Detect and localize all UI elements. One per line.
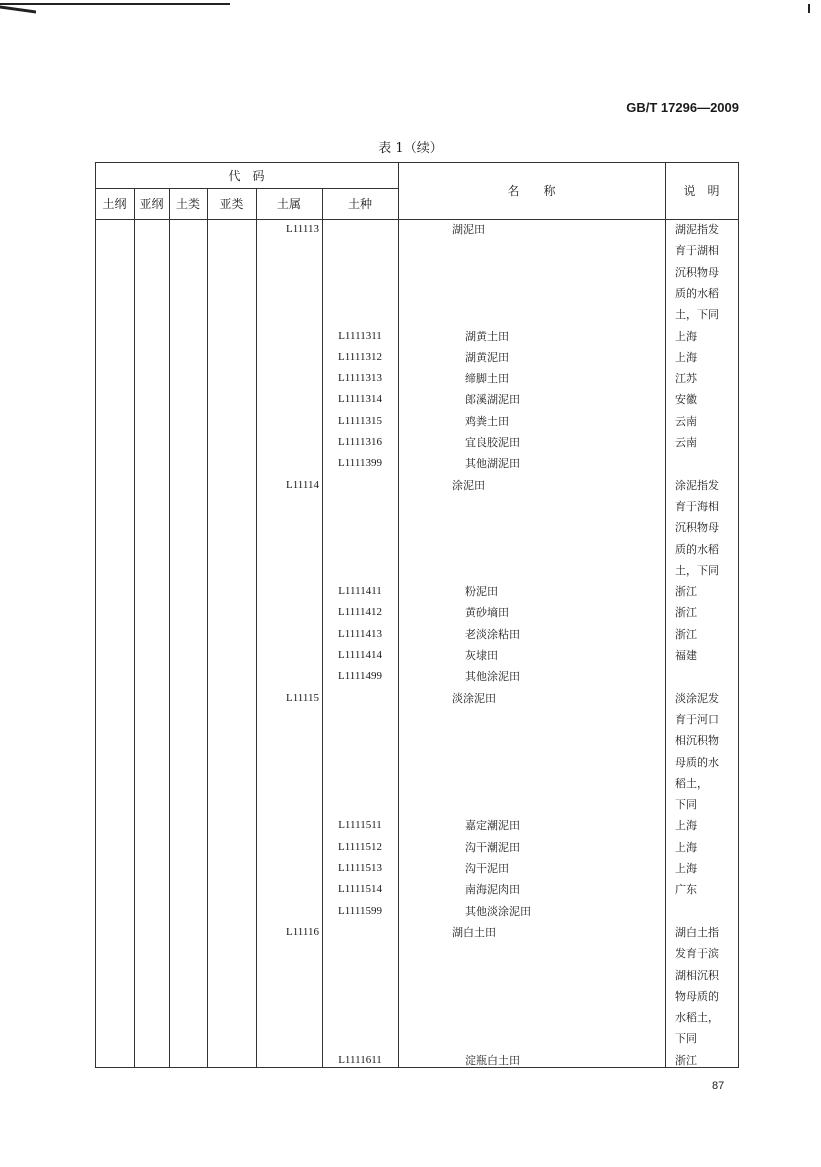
cell-note: 育于海相	[675, 499, 719, 513]
page-number: 87	[712, 1080, 725, 1092]
cell-note: 上海	[675, 862, 697, 875]
table-row	[95, 709, 739, 730]
cell-note: 上海	[675, 350, 697, 364]
cell-note: 上海	[675, 819, 697, 833]
cell-note: 上海	[675, 329, 697, 343]
table-row	[95, 858, 739, 879]
cell-note: 沉积物母	[675, 521, 719, 535]
header-genus: 土属	[276, 197, 301, 211]
cell-species-code: L1111412	[338, 606, 382, 619]
table-row	[95, 1050, 739, 1071]
cell-name: 宜良胶泥田	[465, 436, 520, 449]
table-row	[95, 645, 739, 666]
header-species: 土种	[347, 197, 372, 211]
header-suborder: 亚纲	[139, 197, 164, 211]
table-row	[95, 304, 739, 325]
cell-name: 其他涂泥田	[465, 670, 520, 684]
header-group: 土类	[175, 197, 200, 211]
cell-genus-code: L11114	[286, 478, 319, 491]
cell-note: 安徽	[675, 393, 697, 407]
cell-species-code: L1111312	[338, 350, 382, 363]
cell-species-code: L1111316	[338, 436, 382, 448]
cell-species-code: L1111313	[338, 372, 382, 385]
table-row	[95, 432, 739, 453]
cell-note: 水稻土，	[675, 1011, 719, 1025]
cell-species-code: L1111411	[338, 585, 382, 598]
cell-note: 相沉积物	[675, 734, 719, 748]
cell-species-code: L1111315	[338, 414, 382, 427]
cell-note: 质的水稻	[675, 286, 719, 300]
cell-note: 上海	[675, 840, 697, 854]
table-row	[95, 581, 739, 602]
table-row	[95, 922, 739, 943]
cell-note: 广东	[675, 883, 697, 897]
cell-note: 云南	[675, 436, 697, 449]
cell-note: 湖泥指发	[675, 223, 719, 236]
table-row	[95, 752, 739, 773]
cell-name: 郎溪湖泥田	[465, 393, 520, 407]
cell-genus-code: L11115	[286, 691, 319, 704]
code-subheader-line	[95, 188, 399, 189]
table-row	[95, 368, 739, 389]
cell-species-code: L1111413	[338, 627, 382, 640]
cell-species-code: L1111414	[338, 649, 382, 661]
cell-note: 浙江	[675, 606, 697, 620]
table-row	[95, 475, 739, 496]
cell-note: 发育于滨	[675, 947, 719, 961]
scan-mark-top	[0, 3, 230, 5]
cell-species-code: L1111311	[338, 329, 382, 342]
header-name: 名 称	[507, 184, 556, 198]
cell-note: 涂泥指发	[675, 478, 719, 492]
table-caption: 表 1（续）	[378, 141, 443, 156]
cell-name: 其他淡涂泥田	[465, 904, 531, 918]
cell-species-code: L1111314	[338, 393, 382, 406]
table-row	[95, 837, 739, 858]
cell-note: 土，下同	[675, 308, 719, 322]
table-body	[95, 219, 739, 1068]
cell-name: 缔脚土田	[465, 372, 509, 386]
table-row	[95, 219, 739, 240]
cell-name: 粉泥田	[465, 585, 498, 599]
cell-note: 下同	[675, 798, 697, 812]
cell-note: 浙江	[675, 627, 697, 641]
cell-species-code: L1111599	[338, 904, 382, 917]
soil-classification-table	[95, 162, 739, 1068]
cell-name: 灰埭田	[465, 649, 498, 662]
table-row	[95, 1007, 739, 1028]
header-note: 说 明	[683, 184, 720, 198]
cell-name: 湖白土田	[452, 925, 496, 939]
cell-note: 沉积物母	[675, 265, 719, 279]
cell-name: 嘉定潮泥田	[465, 819, 520, 833]
table-row	[95, 560, 739, 581]
header-order: 土纲	[102, 197, 127, 211]
cell-note: 浙江	[675, 585, 697, 599]
cell-name: 涂泥田	[452, 478, 485, 492]
standard-number: GB/T 17296—2009	[626, 100, 739, 115]
cell-name: 湖黄泥田	[465, 350, 509, 364]
cell-genus-code: L11116	[286, 925, 319, 938]
header-subgroup: 亚类	[219, 197, 244, 211]
cell-name: 鸡粪土田	[465, 414, 509, 428]
scan-mark-corner	[0, 5, 36, 13]
table-row	[95, 496, 739, 517]
cell-species-code: L1111499	[338, 670, 382, 683]
cell-note: 云南	[675, 414, 697, 428]
cell-name: 淀瓶白土田	[465, 1053, 520, 1067]
table-row	[95, 517, 739, 538]
cell-note: 下同	[675, 1032, 697, 1046]
cell-note: 土，下同	[675, 563, 719, 577]
table-row	[95, 539, 739, 560]
cell-note: 湖白土指	[675, 925, 719, 939]
cell-species-code: L1111513	[338, 862, 382, 874]
cell-note: 稻土，	[675, 776, 708, 790]
cell-note: 育于湖相	[675, 244, 719, 258]
table-row	[95, 389, 739, 410]
cell-note: 质的水稻	[675, 542, 719, 556]
cell-name: 湖黄土田	[465, 329, 509, 343]
cell-name: 沟干泥田	[465, 862, 509, 875]
cell-name: 老淡涂粘田	[465, 627, 520, 641]
table-row	[95, 901, 739, 922]
table-row	[95, 986, 739, 1007]
table-row	[95, 879, 739, 900]
cell-name: 其他湖泥田	[465, 457, 520, 471]
table-top-border	[95, 162, 739, 163]
cell-note: 江苏	[675, 372, 697, 386]
cell-note: 湖相沉积	[675, 968, 719, 982]
table-row	[95, 943, 739, 964]
cell-species-code: L1111512	[338, 840, 382, 853]
table-row	[95, 283, 739, 304]
cell-species-code: L1111611	[338, 1053, 382, 1066]
cell-name: 南海泥肉田	[465, 883, 520, 897]
table-row	[95, 411, 739, 432]
header-code: 代 码	[228, 169, 265, 183]
cell-genus-code: L11113	[286, 223, 319, 235]
cell-name: 沟干潮泥田	[465, 840, 520, 854]
cell-note: 母质的水	[675, 755, 719, 769]
cell-species-code: L1111514	[338, 883, 382, 896]
scan-mark-right	[808, 4, 810, 13]
table-row	[95, 262, 739, 283]
cell-note: 育于河口	[675, 712, 719, 726]
table-row	[95, 688, 739, 709]
table-row	[95, 602, 739, 623]
table-row	[95, 773, 739, 794]
table-row	[95, 794, 739, 815]
table-row	[95, 453, 739, 474]
cell-species-code: L1111511	[338, 819, 382, 832]
cell-note: 淡涂泥发	[675, 691, 719, 705]
cell-name: 湖泥田	[452, 223, 485, 236]
table-row	[95, 815, 739, 836]
table-row	[95, 730, 739, 751]
table-row	[95, 624, 739, 645]
cell-note: 物母质的	[675, 989, 719, 1003]
cell-note: 福建	[675, 649, 697, 662]
table-row	[95, 965, 739, 986]
table-row	[95, 240, 739, 261]
table-row	[95, 326, 739, 347]
cell-name: 淡涂泥田	[452, 691, 496, 705]
cell-note: 浙江	[675, 1053, 697, 1067]
table-row	[95, 1028, 739, 1049]
table-row	[95, 347, 739, 368]
cell-name: 黄砂墒田	[465, 606, 509, 620]
table-row	[95, 666, 739, 687]
cell-species-code: L1111399	[338, 457, 382, 470]
